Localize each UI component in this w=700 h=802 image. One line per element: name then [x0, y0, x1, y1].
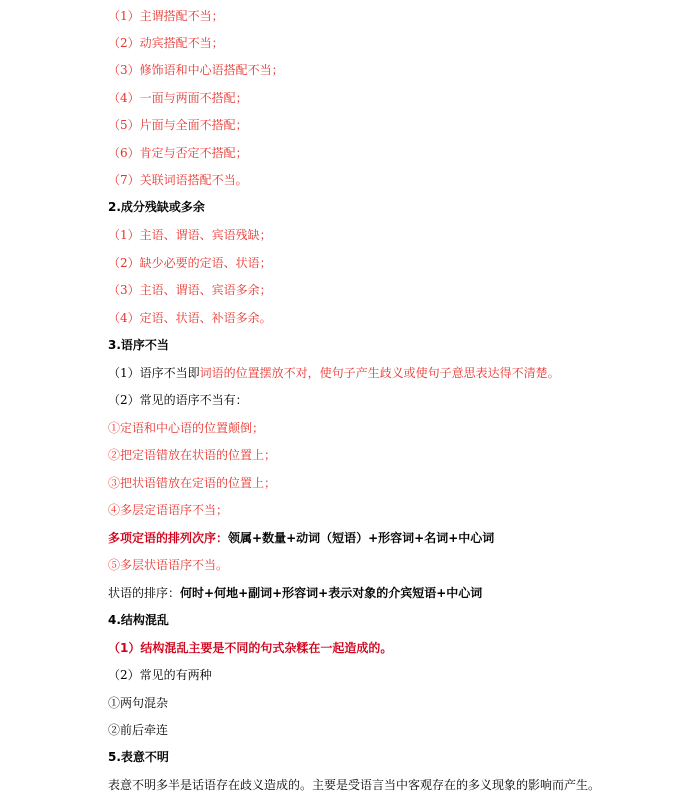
list-item: ③把状语错放在定语的位置上；	[108, 476, 277, 490]
list-item: （7）关联词语搭配不当。	[108, 173, 248, 187]
order-rule	[108, 528, 494, 548]
adverbial-value: 何时+何地+副词+形容词+表示对象的介宾短语+中心词	[180, 586, 483, 600]
section-heading: 3.语序不当	[108, 338, 169, 352]
order-value: 领属+数量+动词（短语）+形容词+名词+中心词	[228, 531, 495, 545]
list-item: ②前后牵连	[108, 723, 169, 737]
list-item: （1）结构混乱主要是不同的句式杂糅在一起造成的。	[108, 641, 393, 655]
list-item: （5）片面与全面不搭配；	[108, 118, 248, 132]
list-item: （3）修饰语和中心语搭配不当；	[108, 63, 284, 77]
list-item: （2）缺少必要的定语、状语；	[108, 256, 272, 270]
list-item: （2）常见的有两种	[108, 668, 212, 682]
list-item: ⑤多层状语语序不当。	[108, 558, 229, 572]
list-item: （2）动宾搭配不当；	[108, 36, 224, 50]
text-prefix: （1）语序不当即	[108, 366, 200, 380]
list-item: ④多层定语语序不当；	[108, 503, 229, 517]
list-item: （3）主语、谓语、宾语多余；	[108, 283, 272, 297]
list-item: ②把定语错放在状语的位置上；	[108, 448, 277, 462]
section-heading: 4.结构混乱	[108, 613, 169, 627]
list-item: ①两句混杂	[108, 696, 169, 710]
paragraph	[108, 363, 560, 383]
list-item: （2）常见的语序不当有：	[108, 393, 248, 407]
list-item: （4）一面与两面不搭配；	[108, 91, 248, 105]
list-item: （1）主谓搭配不当；	[108, 9, 224, 23]
paragraph: 表意不明多半是话语存在歧义造成的。主要是受语言当中客观存在的多义现象的影响而产生。	[108, 778, 601, 792]
list-item: ①定语和中心语的位置颠倒；	[108, 421, 265, 435]
section-heading: 2.成分残缺或多余	[108, 200, 205, 214]
adverbial-rule	[108, 583, 482, 603]
section-heading: 5.表意不明	[108, 750, 169, 764]
list-item: （6）肯定与否定不搭配；	[108, 146, 248, 160]
text-highlight: 词语的位置摆放不对，使句子产生歧义或使句子意思表达得不清楚。	[199, 366, 560, 380]
adverbial-label: 状语的排序：	[108, 586, 181, 600]
list-item: （1）主语、谓语、宾语残缺；	[108, 228, 272, 242]
order-label: 多项定语的排列次序：	[108, 531, 229, 545]
list-item: （4）定语、状语、补语多余。	[108, 311, 272, 325]
